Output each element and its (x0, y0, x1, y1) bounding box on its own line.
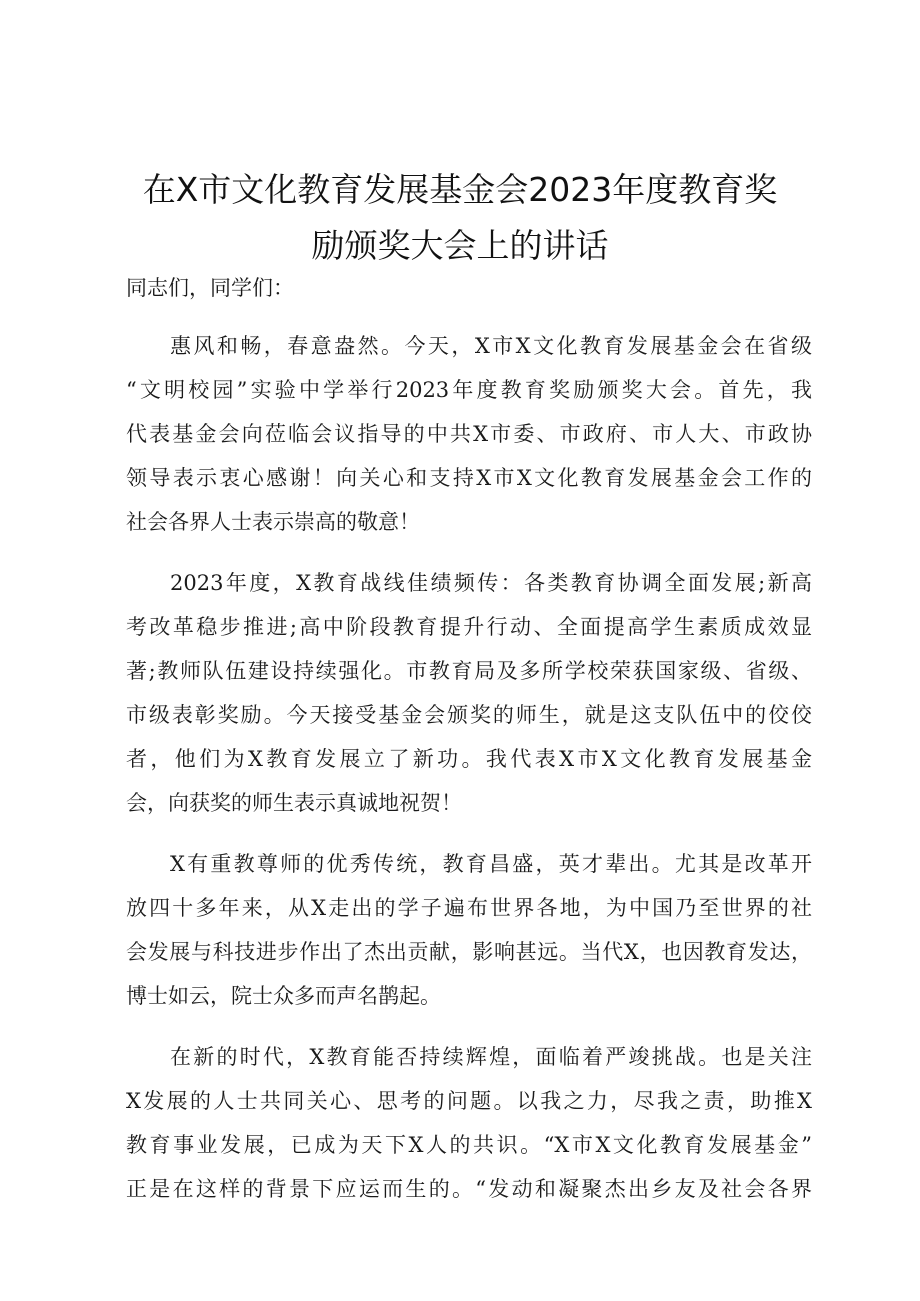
title-line-1: 在X市文化教育发展基金会2023年度教育奖 (142, 170, 778, 209)
speech-body (126, 269, 812, 1211)
paragraph-line: 代表基金会向莅临会议指导的中共X市委、市政府、市人大、市政协 (126, 422, 812, 446)
paragraph-line: 会，向获奖的师生表示真诚地祝贺！ (126, 791, 462, 815)
paragraph-line: 著;教师队伍建设持续强化。市教育局及多所学校荣获国家级、省级、 (126, 659, 812, 683)
paragraph-line: 市级表彰奖励。今天接受基金会颁奖的师生，就是这支队伍中的佼佼 (126, 703, 812, 727)
paragraph-line: 惠风和畅，春意盎然。今天，X市X文化教育发展基金会在省级 (170, 334, 812, 358)
paragraph-line: 领导表示衷心感谢！向关心和支持X市X文化教育发展基金会工作的 (126, 466, 812, 490)
salutation: 同志们，同学们： (126, 276, 294, 300)
paragraph-line: X发展的人士共同关心、思考的问题。以我之力，尽我之责，助推X (126, 1089, 812, 1113)
paragraph-4 (126, 1018, 812, 1211)
paragraph-line: 放四十多年来，从X走出的学子遍布世界各地，为中国乃至世界的社 (126, 896, 812, 920)
document-title (100, 162, 820, 274)
paragraph-1 (126, 307, 812, 544)
paragraph-line: 在新的时代，X教育能否持续辉煌，面临着严竣挑战。也是关注 (170, 1045, 812, 1069)
paragraph-2 (126, 544, 812, 825)
paragraph-line: X有重教尊师的优秀传统，教育昌盛，英才辈出。尤其是改革开 (170, 852, 812, 876)
paragraph-line: “文明校园”实验中学举行2023年度教育奖励颁奖大会。首先，我 (126, 378, 812, 402)
paragraph-line: 考改革稳步推进;高中阶段教育提升行动、全面提高学生素质成效显 (126, 615, 812, 639)
paragraph-3 (126, 825, 812, 1018)
paragraph-line: 社会各界人士表示崇高的敬意！ (126, 510, 420, 534)
paragraph-line: 正是在这样的背景下应运而生的。“发动和凝聚杰出乡友及社会各界 (126, 1177, 812, 1201)
paragraph-line: 会发展与科技进步作出了杰出贡献，影响甚远。当代X，也因教育发达， (126, 940, 812, 964)
paragraph-line: 博士如云，院士众多而声名鹊起。 (126, 984, 441, 1008)
paragraph-line: 2023年度，X教育战线佳绩频传：各类教育协调全面发展;新高 (170, 571, 812, 595)
title-line-2: 励颁奖大会上的讲话 (311, 226, 609, 265)
paragraph-line: 教育事业发展，已成为天下X人的共识。“X市X文化教育发展基金” (126, 1133, 812, 1157)
paragraph-line: 者，他们为X教育发展立了新功。我代表X市X文化教育发展基金 (126, 747, 812, 771)
